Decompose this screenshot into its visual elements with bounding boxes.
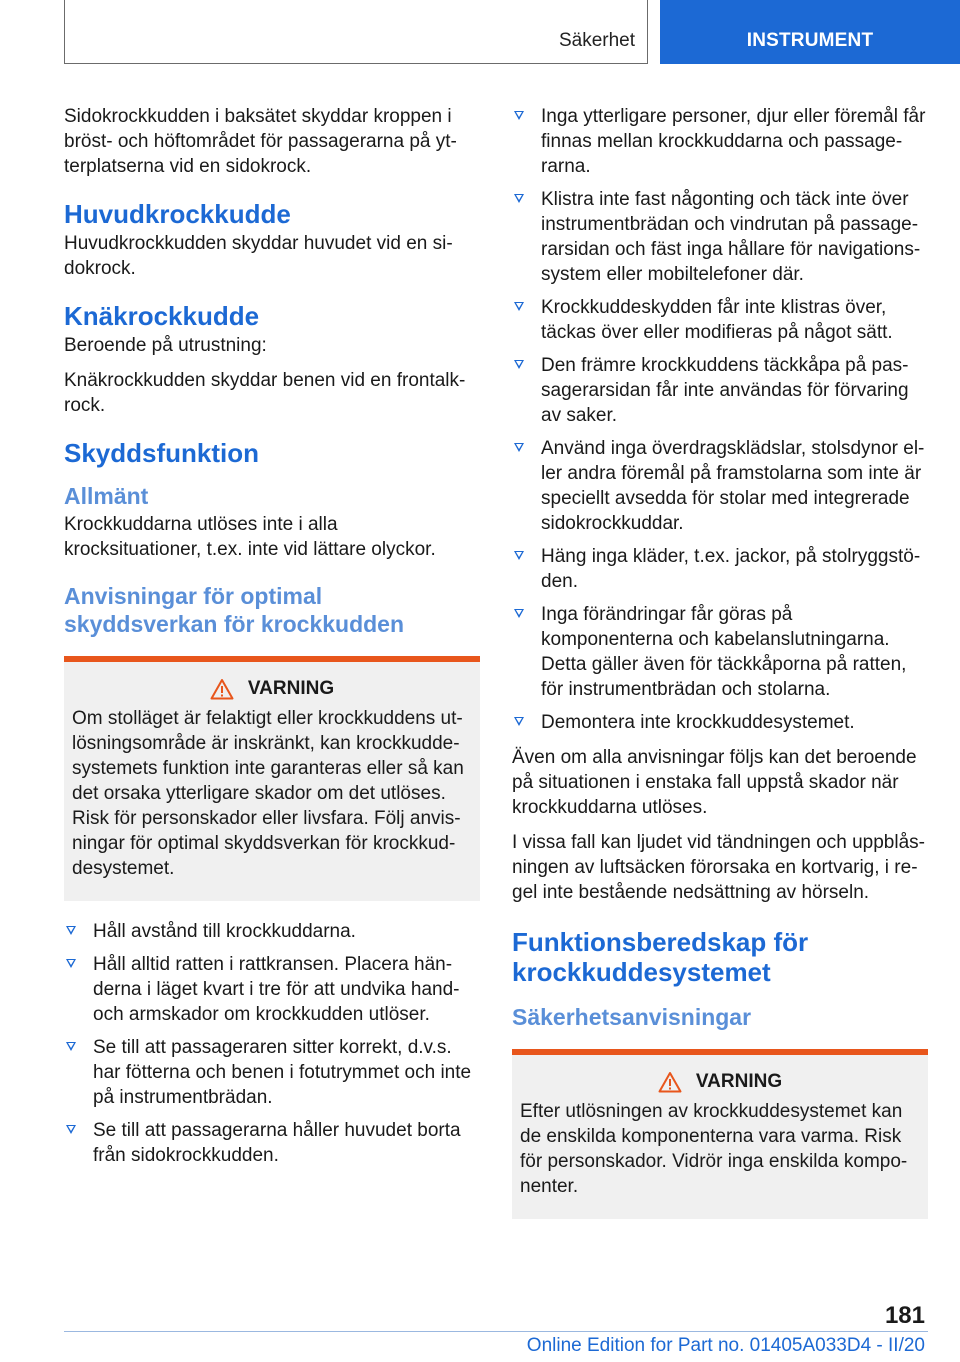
right-column	[512, 104, 928, 1237]
page-number: 181	[884, 1302, 925, 1329]
triangle-bullet-icon	[514, 194, 524, 203]
heading-allmant: Allmänt	[64, 483, 149, 509]
header-box	[64, 0, 648, 64]
warning-header	[520, 1071, 920, 1093]
paragraph-equipment: Beroende på utrustning:	[64, 335, 267, 356]
triangle-bullet-icon	[66, 959, 76, 968]
paragraph-knakrockkudde: Knäkrockkudden skyddar benen vid en frontalk-rock.	[64, 370, 466, 416]
list-item: Den främre krockkuddens täckkåpa på pas-sagerarsidan får inte användas för förvaring av saker.	[512, 353, 928, 428]
edition-footer: Online Edition for Part no. 01405A033D4 - II/20	[526, 1335, 925, 1356]
heading-skyddsfunktion: Skyddsfunktion	[64, 438, 260, 468]
list-item: Använd inga överdragsklädslar, stolsdynor el-ler andra föremål på framstolarna som inte är speciellt avsedda för stolar med integrerade sidokrockkuddar.	[512, 436, 928, 536]
heading-funktionsberedskap: Funktionsberedskap för krockkuddesystemet	[512, 927, 809, 987]
triangle-bullet-icon	[514, 302, 524, 311]
intro-paragraph: Sidokrockkudden i baksätet skyddar kroppen i bröst- och höftområdet för passagerarna på yt-terplatserna vid en sidokrock.	[64, 106, 457, 177]
triangle-bullet-icon	[514, 111, 524, 120]
list-item: Häng inga kläder, t.ex. jackor, på stolryggstö-den.	[512, 544, 928, 594]
paragraph-allmant: Krockkuddarna utlöses inte i alla krocksituationer, t.ex. inte vid lättare olyckor.	[64, 514, 436, 560]
paragraph-hearing: I vissa fall kan ljudet vid tändningen och uppblås-ningen av luftsäcken förorsaka en kortvarig, i re-gel inte bestående nedsättning av hörseln.	[512, 832, 925, 903]
paragraph-huvudkrockkudde: Huvudkrockkudden skyddar huvudet vid en si-dokrock.	[64, 233, 453, 279]
list-item: Klistra inte fast någonting och täck inte över instrumentbrädan och vindrutan på passage-rarsidan och fäst inga hållare för navigations-system eller mobiltelefoner där.	[512, 187, 928, 287]
list-item: Håll alltid ratten i rattkransen. Placera hän-derna i läget kvart i tre för att undvika hand-och armskador om krockkudden utlöser.	[64, 952, 480, 1027]
triangle-bullet-icon	[514, 360, 524, 369]
list-item: Se till att passageraren sitter korrekt, d.v.s. har fötterna och benen i fotutrymmet och inte på instrumentbrädan.	[64, 1035, 480, 1110]
warning-box	[64, 656, 480, 901]
paragraph-even-if: Även om alla anvisningar följs kan det beroende på situationen i enstaka fall uppstå skador när krockkuddarna utlöses.	[512, 747, 917, 818]
heading-anvisningar: Anvisningar för optimal skyddsverkan för krockkudden	[64, 583, 405, 637]
warning-label: VARNING	[247, 678, 335, 699]
triangle-bullet-icon	[66, 926, 76, 935]
bullet-list-left	[64, 919, 480, 1168]
list-item: Demontera inte krockkuddesystemet.	[512, 710, 928, 735]
list-item: Se till att passagerarna håller huvudet borta från sidokrockkudden.	[64, 1118, 480, 1168]
bullet-list-right	[512, 104, 928, 735]
heading-huvudkrockkudde: Huvudkrockkudde	[64, 199, 291, 229]
warning-box	[512, 1049, 928, 1219]
warning-triangle-icon	[210, 678, 234, 700]
warning-header	[72, 678, 472, 700]
warning-triangle-icon	[658, 1071, 682, 1093]
triangle-bullet-icon	[514, 551, 524, 560]
section-title: Säkerhet	[558, 30, 635, 51]
list-item: Krockkuddeskydden får inte klistras över, täckas över eller modifieras på något sätt.	[512, 295, 928, 345]
triangle-bullet-icon	[66, 1042, 76, 1051]
warning-text: Efter utlösningen av krockkuddesystemet kan de enskilda komponenterna vara varma. Risk för personskador. Vidrör inga enskilda kompo-nenter.	[520, 1101, 908, 1197]
warning-text: Om stolläget är felaktigt eller krockkuddens ut-lösningsområde är inskränkt, kan krockkudde-systemets funktion inte garanteras eller så kan det orsaka ytterligare skador om det utlöses. Risk för personskador eller livsfara. Följ anvis-ningar för optimal skyddsverkan för krockkud-desystemet.	[72, 708, 464, 879]
triangle-bullet-icon	[514, 717, 524, 726]
footer-divider	[64, 1331, 928, 1332]
list-item: Inga förändringar får göras på komponenterna och kabelanslutningarna. Detta gäller även för täckkåporna på ratten, för instrumentbrädan och stolarna.	[512, 602, 928, 702]
heading-knakrockkudde: Knäkrockkudde	[64, 301, 260, 331]
triangle-bullet-icon	[514, 443, 524, 452]
warning-label: VARNING	[695, 1071, 783, 1092]
list-item: Inga ytterligare personer, djur eller föremål får finnas mellan krockkuddarna och passage-rarna.	[512, 104, 928, 179]
triangle-bullet-icon	[66, 1125, 76, 1134]
list-item: Håll avstånd till krockkuddarna.	[64, 919, 480, 944]
left-column	[64, 104, 480, 1178]
heading-sakerhetsanvisningar: Säkerhetsanvisningar	[512, 1004, 752, 1030]
triangle-bullet-icon	[514, 609, 524, 618]
chapter-tab[interactable]: INSTRUMENT	[660, 0, 960, 64]
